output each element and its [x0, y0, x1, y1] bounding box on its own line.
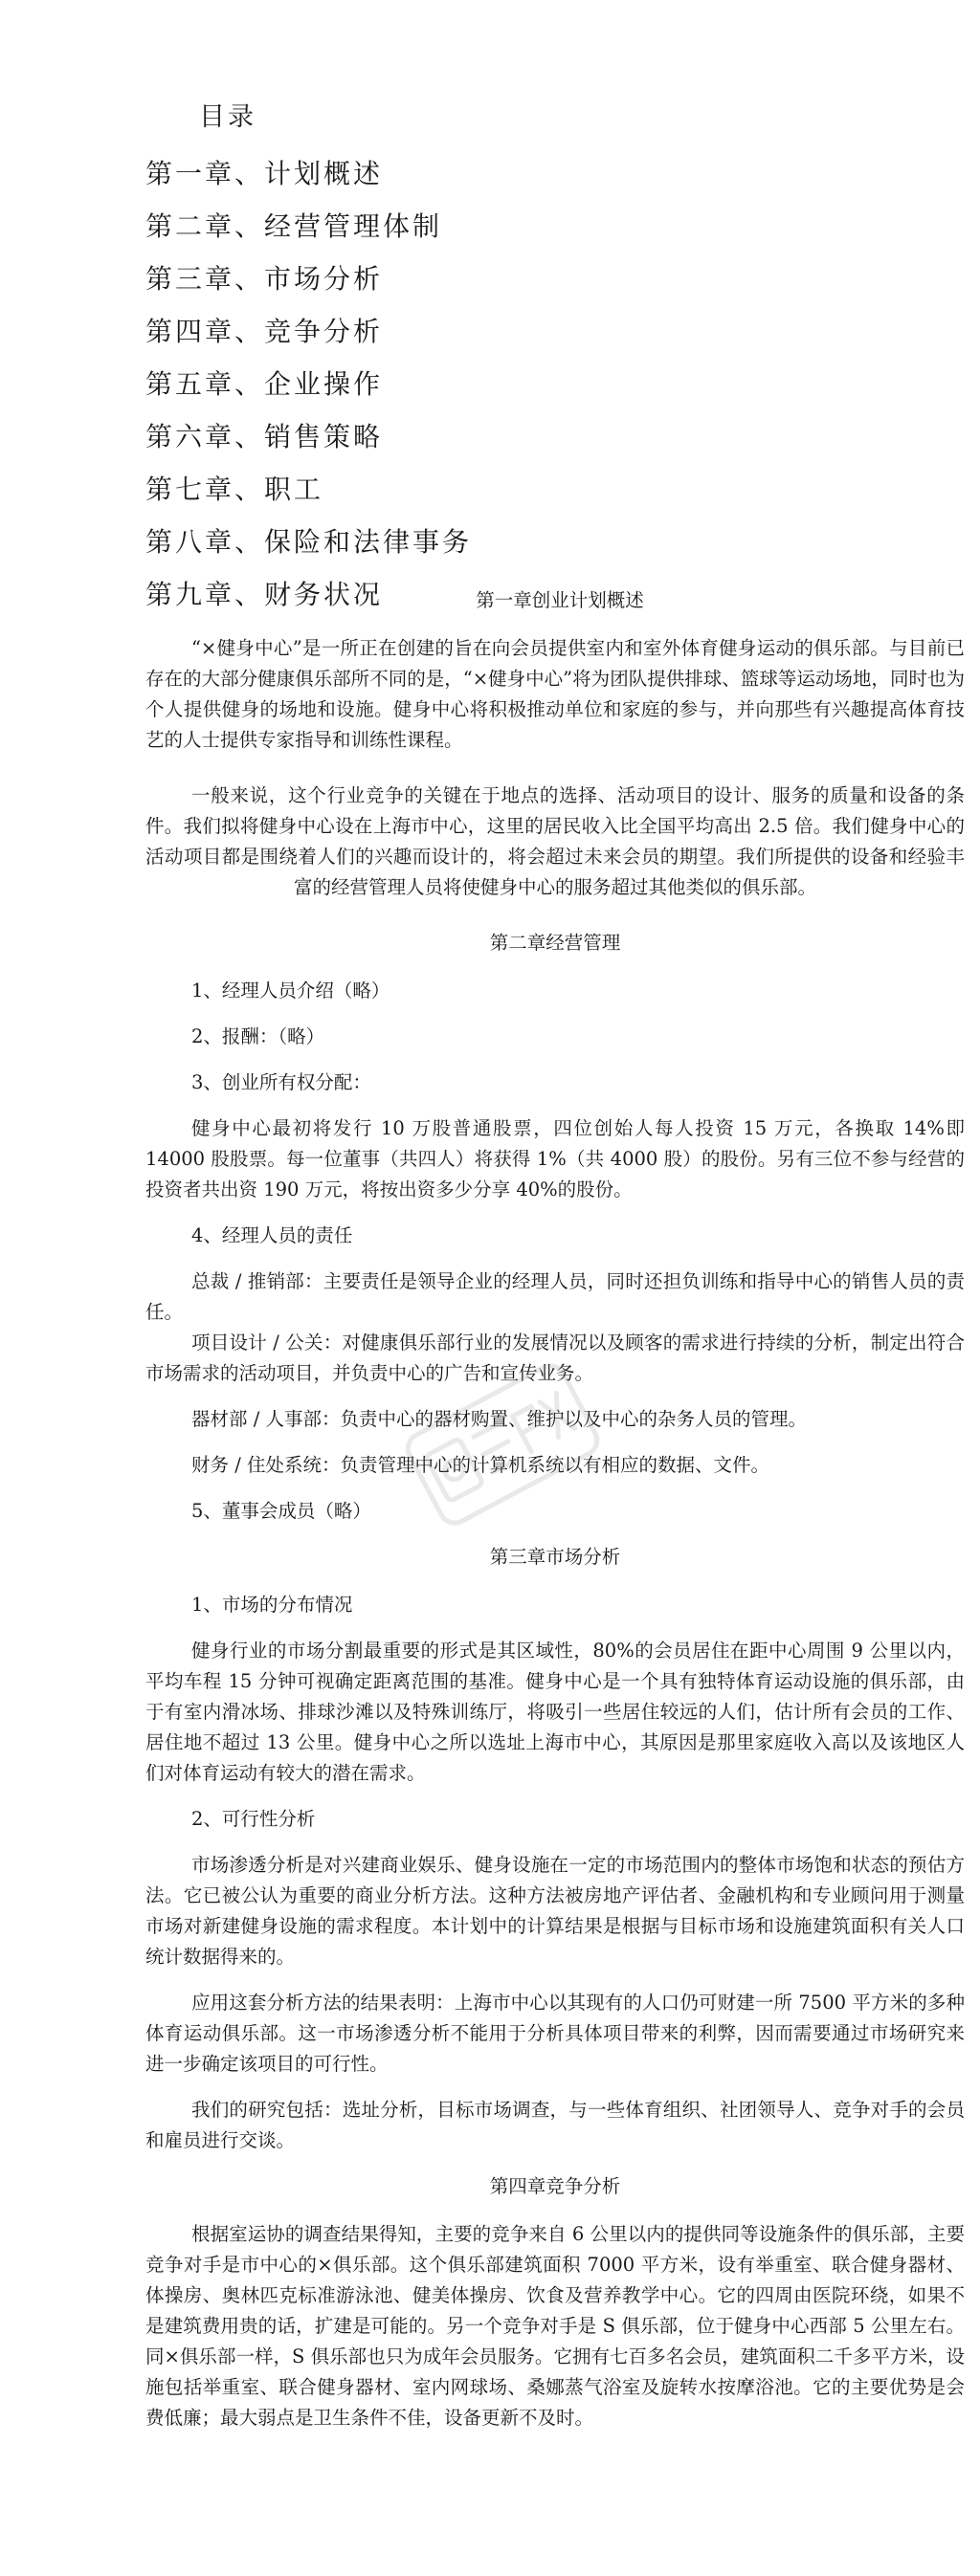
toc-item-5: 第五章、企业操作	[145, 368, 384, 400]
chapter-3-section-2: 2、可行性分析	[191, 1808, 316, 1830]
chapter-3-heading: 第三章市场分析	[489, 1546, 621, 1568]
toc-item-4: 第四章、竞争分析	[145, 316, 384, 347]
toc-item-6: 第六章、销售策略	[145, 421, 384, 452]
responsibility-finance: 财务 / 住处系统：负责管理中心的计算机系统以有相应的数据、文件。	[191, 1454, 769, 1476]
toc-item-2: 第二章、经营管理体制	[145, 210, 443, 242]
chapter-2-heading: 第二章经营管理	[489, 932, 621, 954]
chapter-2-section-2: 2、报酬：（略）	[191, 1025, 325, 1047]
responsibility-project-design: 项目设计 / 公关：对健康俱乐部行业的发展情况以及顾客的需求进行持续的分析，制定出符合市场需求的活动项目，并负责中心的广告和宣传业务。	[145, 1332, 965, 1384]
toc-item-1: 第一章、计划概述	[145, 158, 384, 189]
chapter-2-ownership-paragraph: 健身中心最初将发行 10 万股普通股票，四位创始人每人投资 15 万元，各换取 14%即 14000 股股票。每一位董事（共四人）将获得 1%（共 4000 股）的股份。另有三位不参与经营的投资者共出资 190 万元，将按出资多少分享 40%的股份。	[145, 1117, 965, 1200]
chapter-1-paragraph-1: “×健身中心”是一所正在创建的旨在向会员提供室内和室外体育健身运动的俱乐部。与目前已存在的大部分健康俱乐部所不同的是，“×健身中心”将为团队提供排球、篮球等运动场地，同时也为个人提供健身的场地和设施。健身中心将积极推动单位和家庭的参与，并向那些有兴趣提高体育技艺的人士提供专家指导和训练性课程。	[145, 637, 965, 751]
toc-item-8: 第八章、保险和法律事务	[145, 526, 473, 558]
document-body	[145, 585, 965, 2433]
toc-item-7: 第七章、职工	[145, 473, 324, 505]
chapter-3-paragraph-1: 健身行业的市场分割最重要的形式是其区域性，80%的会员居住在距中心周围 9 公里以内，平均车程 15 分钟可视确定距离范围的基准。健身中心是一个具有独特体育运动设施的俱乐部，由于有室内滑冰场、排球沙滩以及特殊训练厅，将吸引一些居住较远的人们，估计所有会员的工作、居住地不超过 13 公里。健身中心之所以选址上海市中心，其原因是那里家庭收入高以及该地区人们对体育运动有较大的潜在需求。	[145, 1640, 965, 1784]
toc-item-3: 第三章、市场分析	[145, 263, 384, 295]
responsibility-president: 总裁 / 推销部：主要责任是领导企业的经理人员，同时还担负训练和指导中心的销售人员的责任。	[145, 1270, 965, 1323]
chapter-2-section-1: 1、经理人员介绍（略）	[191, 980, 390, 1002]
chapter-3-paragraph-2: 市场渗透分析是对兴建商业娱乐、健身设施在一定的市场范围内的整体市场饱和状态的预估方法。它已被公认为重要的商业分析方法。这种方法被房地产评估者、金融机构和专业顾问用于测量市场对新建健身设施的需求程度。本计划中的计算结果是根据与目标市场和设施建筑面积有关人口统计数据得来的。	[145, 1854, 965, 1968]
chapter-2-section-4: 4、经理人员的责任	[191, 1224, 353, 1246]
chapter-3-section-1: 1、市场的分布情况	[191, 1594, 353, 1616]
chapter-1-paragraph-2: 一般来说，这个行业竞争的关键在于地点的选择、活动项目的设计、服务的质量和设备的条件。我们拟将健身中心设在上海市中心，这里的居民收入比全国平均高出 2.5 倍。我们健身中心的活动项目都是围绕着人们的兴趣而设计的，将会超过未来会员的期望。我们所提供的设备和经验丰富的经营管理人员将使健身中心的服务超过其他类似的俱乐部。	[145, 784, 965, 898]
chapter-4-paragraph-1: 根据室运协的调查结果得知，主要的竞争来自 6 公里以内的提供同等设施条件的俱乐部，主要竞争对手是市中心的×俱乐部。这个俱乐部建筑面积 7000 平方米，设有举重室、联合健身器材、体操房、奥林匹克标准游泳池、健美体操房、饮食及营养教学中心。它的四周由医院环绕，如果不是建筑费用贵的话，扩建是可能的。另一个竞争对手是 S 俱乐部，位于健身中心西部 5 公里左右。同×俱乐部一样，S 俱乐部也只为成年会员服务。它拥有七百多名会员，建筑面积二千多平方米，设施包括举重室、联合健身器材、室内网球场、桑娜蒸气浴室及旋转水按摩浴池。它的主要优势是会费低廉；最大弱点是卫生条件不佳，设备更新不及时。	[145, 2223, 965, 2429]
chapter-2-section-5: 5、董事会成员（略）	[191, 1500, 371, 1522]
chapter-2-section-3: 3、创业所有权分配：	[191, 1071, 371, 1093]
chapter-1-heading: 第一章创业计划概述	[476, 589, 644, 611]
toc-item-9: 第九章、财务状况	[145, 579, 384, 610]
chapter-4-heading: 第四章竞争分析	[489, 2175, 621, 2197]
toc-title: 目录	[199, 102, 256, 132]
responsibility-equipment: 器材部 / 人事部：负责中心的器材购置、维护以及中心的杂务人员的管理。	[191, 1408, 807, 1430]
chapter-3-paragraph-4: 我们的研究包括：选址分析，目标市场调查，与一些体育组织、社团领导人、竞争对手的会员和雇员进行交谈。	[145, 2099, 965, 2151]
chapter-3-paragraph-3: 应用这套分析方法的结果表明：上海市中心以其现有的人口仍可财建一所 7500 平方米的多种体育运动俱乐部。这一市场渗透分析不能用于分析具体项目带来的利弊，因而需要通过市场研究来进一步确定该项目的可行性。	[145, 1992, 965, 2075]
